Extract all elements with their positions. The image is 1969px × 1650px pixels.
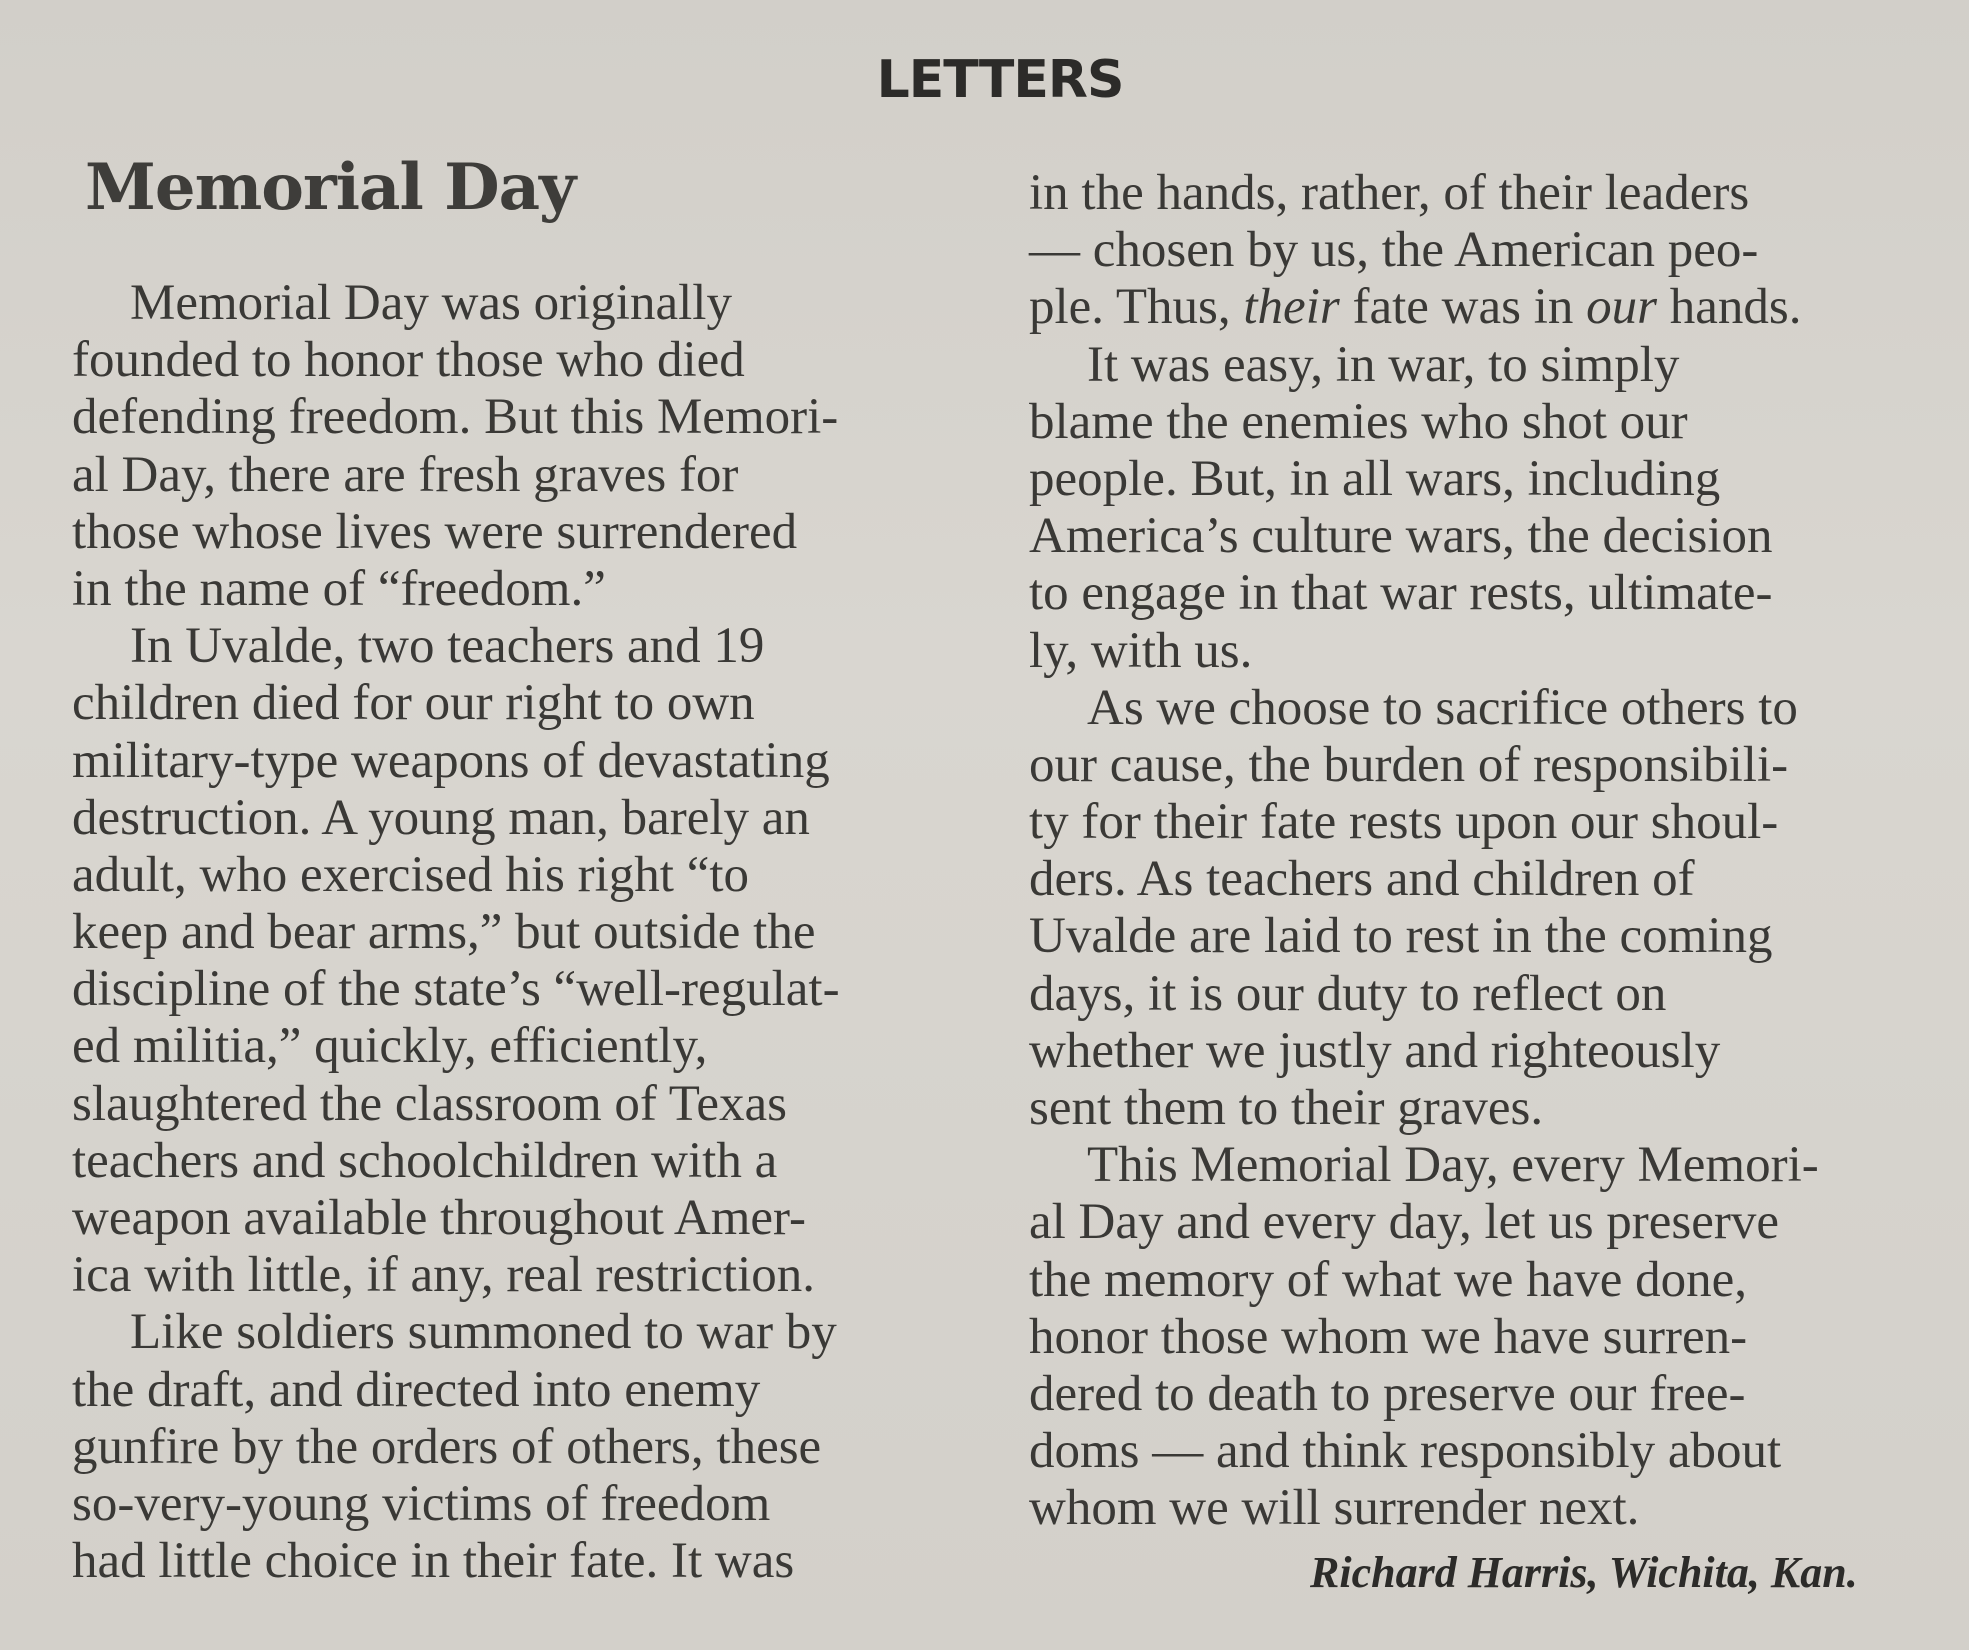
text-line: ders. As teachers and children of	[1029, 851, 1695, 908]
text-line: It was easy, in war, to simply	[1087, 336, 1680, 393]
text-line: so-very-young victims of freedom	[72, 1475, 771, 1532]
text-line: al Day, there are fresh graves for	[72, 446, 739, 503]
text-line: destruction. A young man, barely an	[72, 789, 810, 846]
text-line: honor those whom we have surren-	[1029, 1308, 1748, 1365]
text-line: America’s culture wars, the decision	[1029, 508, 1773, 565]
text-run: hands.	[1657, 279, 1802, 336]
text-line: adult, who exercised his right “to	[72, 846, 749, 903]
text-line: Memorial Day was originally	[130, 275, 732, 331]
text-line: those whose lives were surrendered	[72, 503, 798, 560]
text-line: in the name of “freedom.”	[72, 560, 606, 617]
text-line: slaughtered the classroom of Texas	[72, 1075, 787, 1132]
text-line: to engage in that war rests, ultimate-	[1029, 565, 1773, 622]
text-line: people. But, in all wars, including	[1029, 450, 1721, 507]
text-line-with-italics	[1029, 279, 1819, 336]
text-line: keep and bear arms,” but outside the	[72, 904, 816, 961]
italic-emphasis: our	[1586, 279, 1657, 336]
text-line: doms — and think responsibly about	[1029, 1423, 1782, 1480]
right-column	[1029, 165, 1819, 1538]
text-line: military-type weapons of devastating	[72, 732, 830, 789]
text-line: whether we justly and righteously	[1029, 1022, 1721, 1079]
text-line: in the hands, rather, of their leaders	[1029, 165, 1750, 221]
text-line: gunfire by the orders of others, these	[72, 1418, 822, 1475]
text-line: sent them to their graves.	[1029, 1080, 1544, 1136]
text-run: ple. Thus,	[1029, 279, 1244, 336]
text-line: the draft, and directed into enemy	[72, 1361, 761, 1418]
text-line: — chosen by us, the American peo-	[1029, 222, 1759, 279]
text-line: al Day and every day, let us preserve	[1029, 1194, 1780, 1251]
text-line: blame the enemies who shot our	[1029, 393, 1688, 450]
section-heading: LETTERS	[876, 50, 1124, 110]
text-line: ica with little, if any, real restriction.	[72, 1247, 816, 1304]
text-line: Like soldiers summoned to war by	[130, 1304, 837, 1361]
text-line: ed militia,” quickly, efficiently,	[72, 1018, 708, 1075]
text-line: days, it is our duty to reflect on	[1029, 965, 1667, 1022]
text-line: As we choose to sacrifice others to	[1087, 679, 1798, 736]
letter-signature: Richard Harris, Wichita, Kan.	[1310, 1548, 1858, 1597]
text-line: ty for their fate rests upon our shoul-	[1029, 794, 1779, 851]
text-line: defending freedom. But this Memori-	[72, 389, 839, 446]
text-line: ly, with us.	[1029, 622, 1253, 679]
text-line: weapon available throughout Amer-	[72, 1190, 806, 1246]
text-line: This Memorial Day, every Memori-	[1087, 1137, 1819, 1194]
text-line: founded to honor those who died	[72, 332, 745, 389]
italic-emphasis: their	[1243, 279, 1340, 336]
text-line: had little choice in their fate. It was	[72, 1533, 795, 1590]
text-line: the memory of what we have done,	[1029, 1251, 1748, 1308]
text-line: dered to death to preserve our free-	[1029, 1365, 1746, 1422]
text-line: discipline of the state’s “well-regulat-	[72, 961, 840, 1018]
left-column	[72, 275, 840, 1590]
text-run: fate was in	[1339, 279, 1587, 336]
text-line: In Uvalde, two teachers and 19	[130, 618, 765, 675]
text-line: our cause, the burden of responsibili-	[1029, 736, 1789, 793]
text-line: children died for our right to own	[72, 675, 755, 732]
text-line: whom we will surrender next.	[1029, 1480, 1640, 1537]
text-line: teachers and schoolchildren with a	[72, 1132, 778, 1189]
text-line: Uvalde are laid to rest in the coming	[1029, 908, 1773, 965]
letter-headline: Memorial Day	[85, 150, 576, 225]
